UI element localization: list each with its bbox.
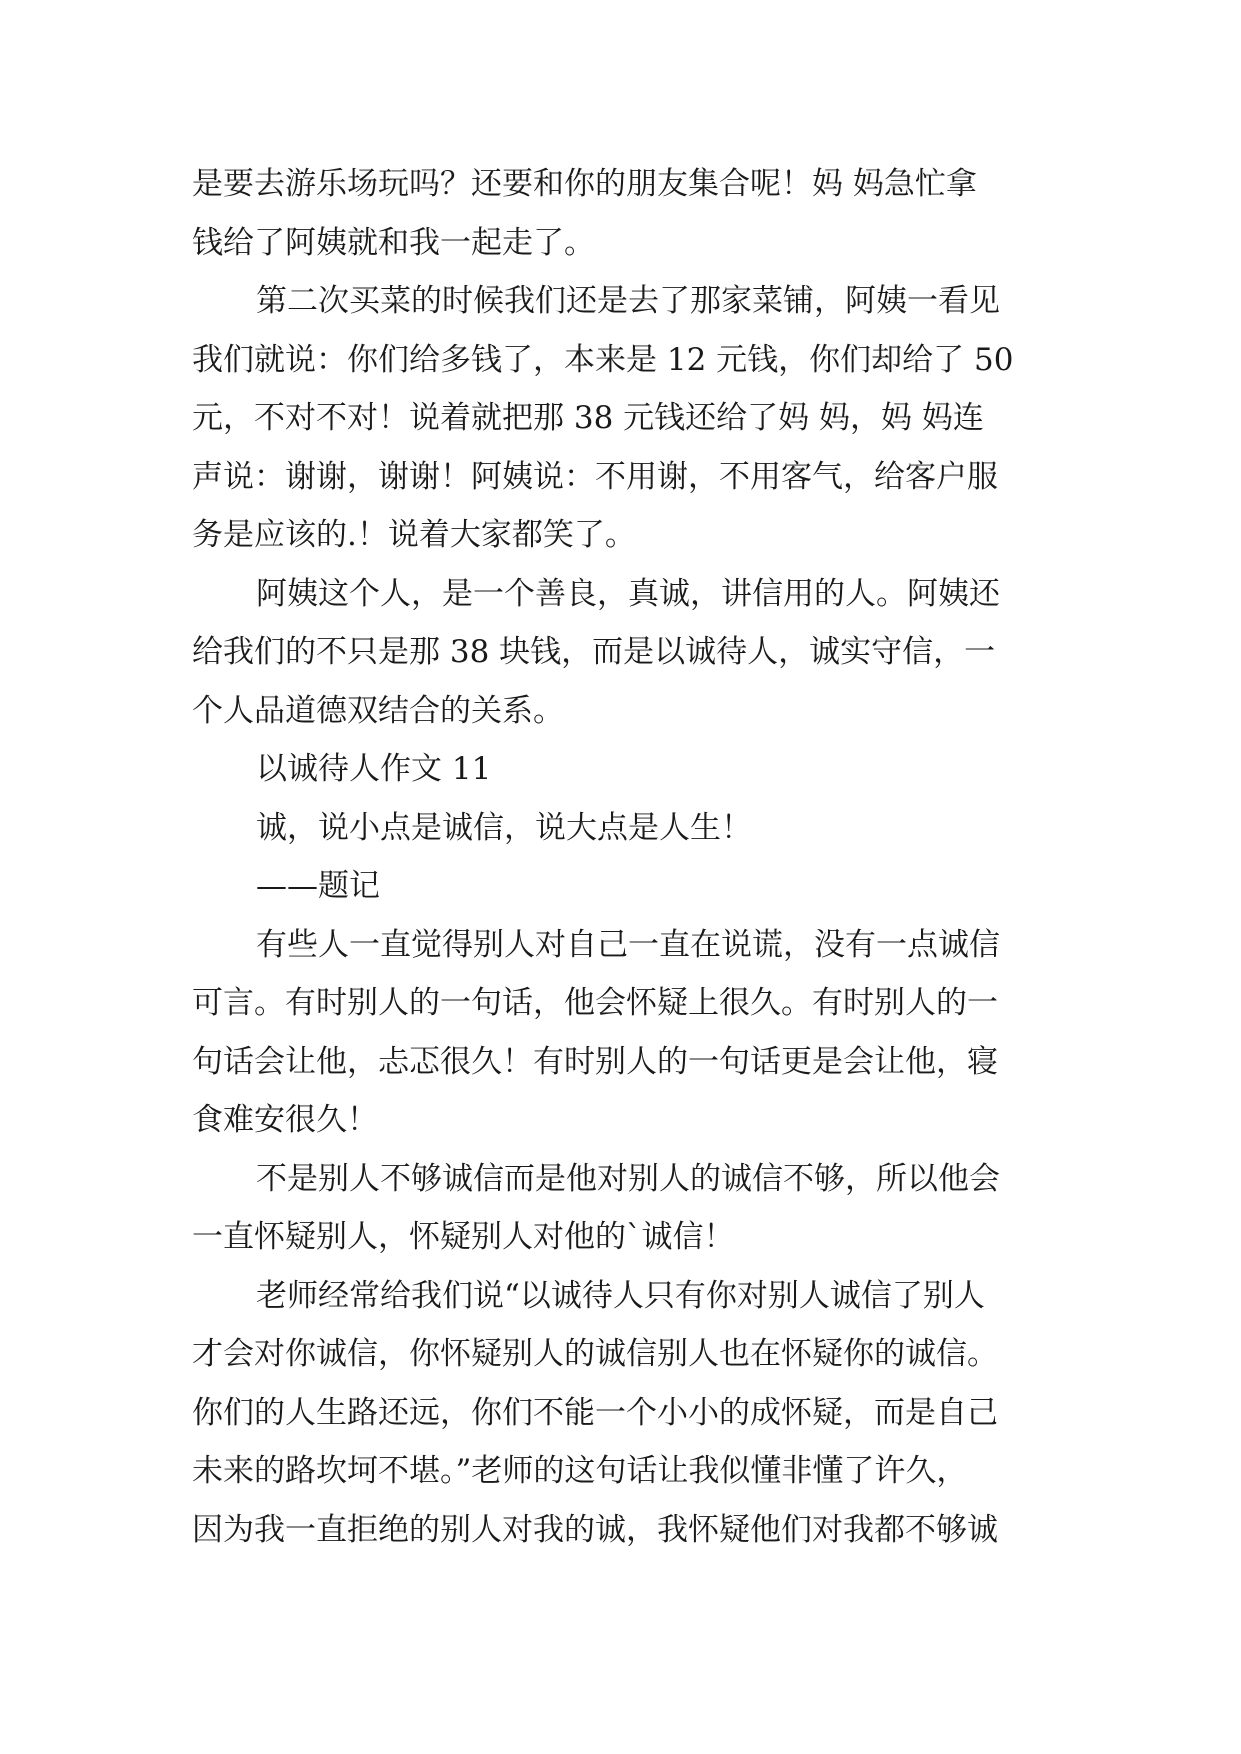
epigraph-attribution: ——题记 (256, 868, 380, 904)
text-line: 是要去游乐场玩吗？还要和你的朋友集合呢！妈 妈急忙拿 (192, 166, 977, 202)
text-line: 务是应该的.！说着大家都笑了。 (192, 517, 636, 553)
text-line: 一直怀疑别人，怀疑别人对他的`诚信！ (192, 1219, 735, 1255)
text-line: 我们就说：你们给多钱了，本来是 12 元钱，你们却给了 50 (192, 341, 1014, 378)
document-body (192, 155, 1062, 1559)
text-line: 可言。有时别人的一句话，他会怀疑上很久。有时别人的一 (192, 985, 998, 1021)
text-line: 你们的人生路还远，你们不能一个小小的成怀疑，而是自己 (192, 1394, 998, 1431)
text-line: 老师经常给我们说“以诚待人只有你对别人诚信了别人 (256, 1277, 985, 1314)
text-line: 声说：谢谢，谢谢！阿姨说：不用谢，不用客气，给客户服 (192, 458, 998, 495)
text-line: 阿姨这个人，是一个善良，真诚，讲信用的人。阿姨还 (256, 575, 1000, 612)
text-line: 第二次买菜的时候我们还是去了那家菜铺，阿姨一看见 (256, 283, 1000, 319)
text-line: 因为我一直拒绝的别人对我的诚，我怀疑他们对我都不够诚 (192, 1511, 998, 1548)
text-line: 才会对你诚信，你怀疑别人的诚信别人也在怀疑你的诚信。 (192, 1336, 998, 1372)
text-line: 未来的路坎坷不堪。”老师的这句话让我似懂非懂了许久， (192, 1453, 968, 1489)
text-line: 不是别人不够诚信而是他对别人的诚信不够，所以他会 (256, 1160, 1000, 1197)
text-line: 元，不对不对！说着就把那 38 元钱还给了妈 妈，妈 妈连 (192, 400, 984, 436)
text-line: 给我们的不只是那 38 块钱，而是以诚待人，诚实守信，一 (192, 634, 996, 670)
section-heading: 以诚待人作文 11 (256, 751, 492, 787)
text-line: 句话会让他，忐忑很久！有时别人的一句话更是会让他，寝 (192, 1043, 998, 1080)
text-line: 有些人一直觉得别人对自己一直在说谎，没有一点诚信 (256, 926, 1000, 963)
text-line: 食难安很久！ (192, 1102, 378, 1138)
text-line: 钱给了阿姨就和我一起走了。 (192, 224, 595, 261)
epigraph-line: 诚，说小点是诚信，说大点是人生！ (256, 809, 752, 846)
text-line: 个人品道德双结合的关系。 (192, 692, 564, 729)
